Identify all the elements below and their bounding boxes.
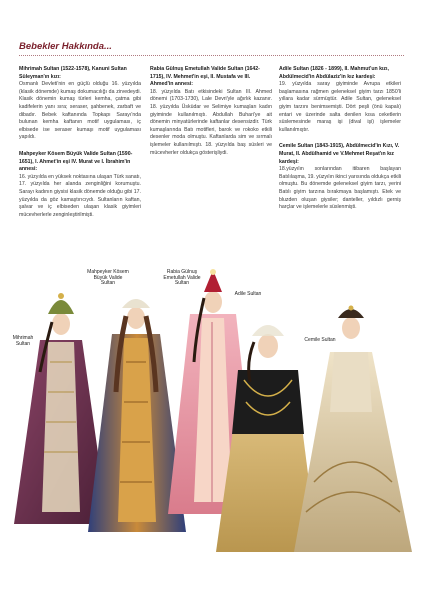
text-column-1 xyxy=(19,66,141,228)
label-mihrimah: Mihrimah Sultan xyxy=(12,335,34,347)
text-column-2 xyxy=(150,66,272,166)
label-rabia: Rabia Gülnuş Emetullah Valide Sultan xyxy=(163,269,201,287)
section-heading-mihrimah: Mihrimah Sultan (1522-1578), Kanuni Sultan Süleyman'ın kızı: xyxy=(19,66,127,80)
label-cemile: Cemile Sultan xyxy=(304,337,336,343)
section-body-mihrimah: Osmanlı Devleti'nin en güçlü olduğu 16. yüzyılda (klasik dönemde) kumaş dokumacılığı da zirvedeydi. Klasik dönemin kumaş türleri kemha, çatma gibi kadifelerin yanı sıra; seraser, şahbenek, zarbaft ve dibadır. Bebek kaftanında Topkapı Sarayı'nda bulunan kemha kaftanın motif uygulaması, iç elbisede ise seraser kumaşı motif uygulaması yapıldı. xyxy=(19,81,141,141)
section-body-rabia: 18. yüzyılda Batı etkisindeki Sultan III. Ahmed dönemi (1703-1730), Lale Devri'yle ağırlık kazanır. 18. yüzyılda Üsküdar ve Selimiye kumaşları kadın giyiminde kullanılmıştı. Abdullah Buhari'ye ait dönemin minyatürlerinde kaftanlar desensizdir. Türk kumaşlarında Batı motifleri, barok ve rokoko etkili desenler moda olmuştu. Kaftanlarda sim ve sırmalı işlemeler kullanılmıştı. 18. yüzyılda baş süsleri ve mücevherler oldukça gösterişliydi. xyxy=(150,88,272,156)
section-heading-rabia: Rabia Gülnuş Emetullah Valide Sultan (1642-1715), IV. Mehmet'in eşi, II. Mustafa ve III. Ahmed'in annesi: xyxy=(150,66,260,88)
label-mahpeyker: Mahpeyker Kösem Büyük Valide Sultan xyxy=(87,269,129,287)
page-title: Bebekler Hakkında... xyxy=(19,41,112,52)
section-body-mahpeyker: 16. yüzyılda en yüksek noktasına ulaşan Türk sanatı, 17. yüzyılda her alanda zenginliğini korumuştu. Sarayı kadının giysisi klasik dönemde olduğu gibi 17. yüzyılda da göz kamaştırıcıydı. Sultanların kaftan, şalvar ve iç elbiseden ulaşan klasik giyimleri mücevherlerle zenginleştirilmişti. xyxy=(19,173,141,218)
label-adile: Adile Sultan xyxy=(234,291,262,297)
dolls-photo xyxy=(0,262,424,600)
dolls-illustration xyxy=(0,262,424,600)
text-column-3 xyxy=(279,66,401,221)
section-heading-cemile: Cemile Sultan (1843-1915), Abdülmecid'in Kızı, V. Murat, II. Abdülhamid ve V.Mehmet Reşat'ın kız kardeşi: xyxy=(279,143,400,165)
section-body-adile: 19. yüzyılda saray giyiminde Avrupa etkileri başlamasına rağmen geleneksel giyim tarzı 1850'li yıllara kadar sürmüştür. Adile Sultan, geleneksel giyim tarzını benimsemişti. Dört peşli (önü kapalı) entari ve üzerinde salta denilen kısa ceketlerin süslemesinde maraş işi (dival işi) işlemeler kullanılmıştır. xyxy=(279,81,401,133)
section-body-cemile: 18.yüzyılın sonlarından itibaren başlayan Batılılaşma, 19. yüzyılın ikinci yarısında oldukça etkili olmuştu. Bu dönemde geleneksel giyim tarzı, yerini Batılı giyim tarzına bırakmaya başlamıştı. Etek ve bluzden oluşan giysiler; danteller, yıldızlı gerniş harçlar ve işlemelerle süslenmişti. xyxy=(279,166,401,211)
section-heading-mahpeyker: Mahpeyker Kösem Büyük Valide Sultan (1590-1651), I. Ahmet'in eşi IV. Murat ve I. İbrahim'in annesi: xyxy=(19,150,133,173)
title-divider xyxy=(19,55,404,56)
section-heading-adile: Adile Sultan (1826 - 1899), II. Mahmut'un kızı, Abdülmecid'in Abdülaziz'in kız kardeşi: xyxy=(279,66,389,80)
